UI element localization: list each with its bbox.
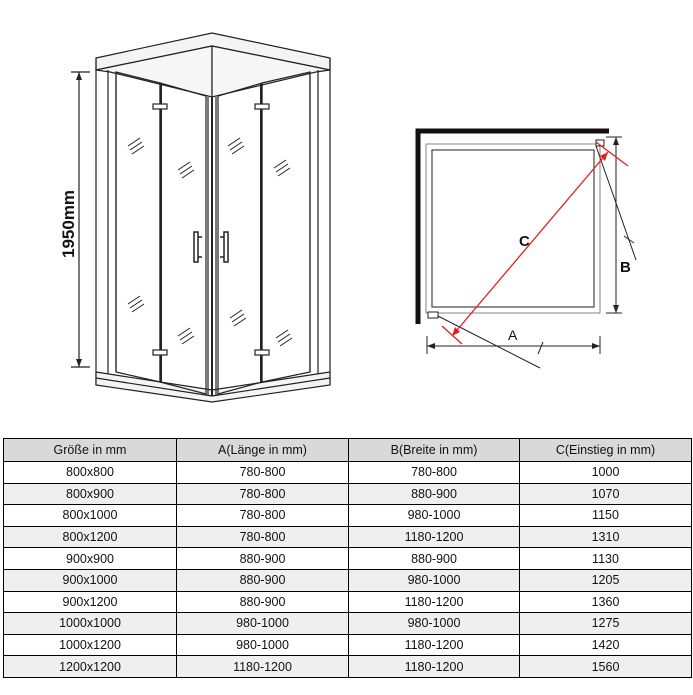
cell-size: 800x1200 (4, 526, 177, 548)
cell-c: 1360 (520, 591, 692, 613)
shower-cabin-3d-drawing (71, 33, 330, 402)
cell-c: 1000 (520, 462, 692, 484)
cell-size: 900x1000 (4, 569, 177, 591)
cell-a: 880-900 (177, 548, 349, 570)
cell-size: 800x800 (4, 462, 177, 484)
table-row (4, 483, 692, 505)
cell-a: 980-1000 (177, 613, 349, 635)
cell-b: 880-900 (349, 548, 520, 570)
table-row (4, 526, 692, 548)
cell-size: 800x900 (4, 483, 177, 505)
tray-outline (432, 150, 594, 307)
size-spec-table (3, 438, 692, 678)
cell-size: 1000x1200 (4, 634, 177, 656)
cell-a: 780-800 (177, 462, 349, 484)
cell-c: 1205 (520, 569, 692, 591)
table-row (4, 505, 692, 527)
cell-b: 980-1000 (349, 505, 520, 527)
glass-reflection-marks (128, 138, 292, 346)
left-door-panel-inner (160, 83, 206, 394)
right-door-panel-outer (262, 72, 310, 382)
header-b-width: B(Breite in mm) (349, 439, 520, 462)
door-swing-lines (428, 140, 636, 368)
table-row (4, 634, 692, 656)
header-a-length: A(Länge in mm) (177, 439, 349, 462)
cell-b: 980-1000 (349, 613, 520, 635)
cell-c: 1310 (520, 526, 692, 548)
cell-a: 780-800 (177, 483, 349, 505)
wall-corner (418, 131, 609, 324)
cell-c: 1150 (520, 505, 692, 527)
header-c-entry: C(Einstieg in mm) (520, 439, 692, 462)
cell-b: 980-1000 (349, 569, 520, 591)
table-row (4, 656, 692, 678)
label-b: B (620, 259, 631, 276)
label-a: A (508, 327, 518, 343)
table-row (4, 462, 692, 484)
table-row (4, 591, 692, 613)
cell-size: 1200x1200 (4, 656, 177, 678)
cell-a: 880-900 (177, 591, 349, 613)
cell-size: 1000x1000 (4, 613, 177, 635)
label-c: C (519, 233, 530, 250)
cell-b: 780-800 (349, 462, 520, 484)
cell-size: 900x900 (4, 548, 177, 570)
cell-b: 880-900 (349, 483, 520, 505)
cell-b: 1180-1200 (349, 634, 520, 656)
cell-c: 1275 (520, 613, 692, 635)
cell-size: 900x1200 (4, 591, 177, 613)
cell-c: 1070 (520, 483, 692, 505)
cell-b: 1180-1200 (349, 526, 520, 548)
table-row (4, 613, 692, 635)
cell-a: 880-900 (177, 569, 349, 591)
cell-a: 780-800 (177, 526, 349, 548)
height-label: 1950mm (59, 189, 78, 258)
cell-a: 1180-1200 (177, 656, 349, 678)
cell-c: 1560 (520, 656, 692, 678)
cell-size: 800x1000 (4, 505, 177, 527)
cell-b: 1180-1200 (349, 656, 520, 678)
table-row (4, 548, 692, 570)
cell-a: 980-1000 (177, 634, 349, 656)
cell-c: 1420 (520, 634, 692, 656)
cell-c: 1130 (520, 548, 692, 570)
dimension-b-line (606, 137, 622, 313)
table-row (4, 569, 692, 591)
header-size: Größe in mm (4, 439, 177, 462)
cell-a: 780-800 (177, 505, 349, 527)
left-door-panel-outer (116, 72, 160, 382)
cell-b: 1180-1200 (349, 591, 520, 613)
table-header (4, 439, 692, 462)
